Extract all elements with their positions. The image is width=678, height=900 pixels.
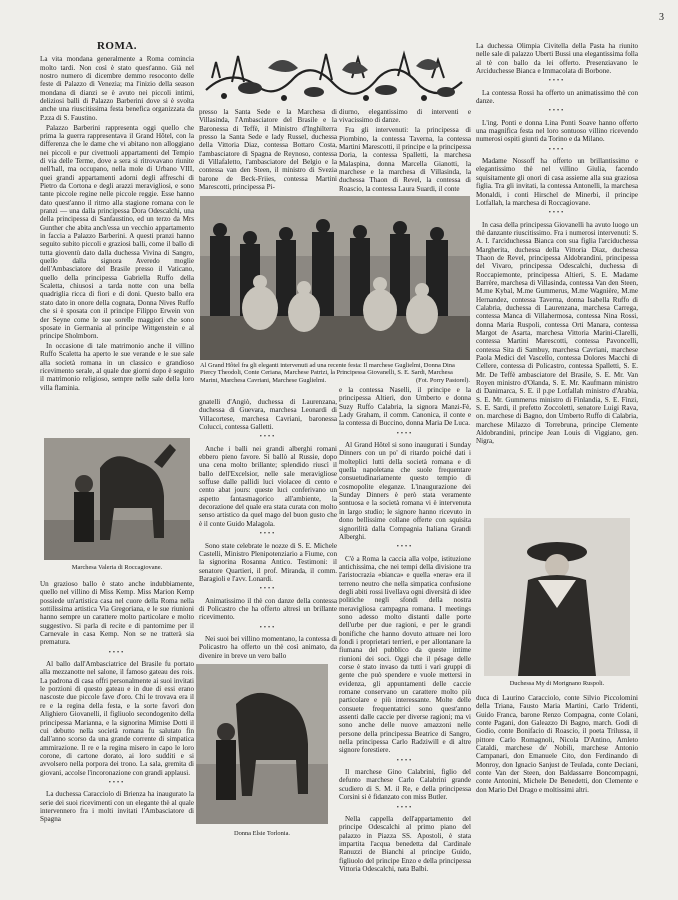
separator: ••••	[396, 430, 414, 437]
photo-caption: Donna Elsie Torlonia.	[233, 830, 291, 837]
photo-caption	[200, 362, 470, 384]
column-4-upper	[476, 42, 638, 514]
separator: ••••	[108, 649, 126, 656]
article-paragraph: La duchessa Caracciolo di Brienza ha inaugurato la serie dei suoi ricevimenti con un elegante thè al quale intervennero fra i molti invitati l'Ambasciatore di Spagna	[40, 790, 194, 824]
article-paragraph: Nei suoi bei villino momentano, la contessa di Policastro ha offerto un thè così animato, da divenire in breve un vero ballo	[199, 634, 337, 660]
article-paragraph: diurno, elegantissimo di interventi e vivacissimo di danze.	[339, 108, 471, 125]
decorative-banner	[202, 48, 466, 106]
article-paragraph: In casa della principessa Giovanelli ha avuto luogo un thè danzante riuscitissimo. Fra i numerosi intervenuti: S. A. I. l'arciduchessa Bianca con sua figlia l'arciduchessa Margherita, duchessa della Vittoria Diaz, duchessa Thaon de Revel, principessa Aldobrandini, principessa del Vivaro, principessa Odescalchi, duchessa di Roccapiemonte, principessa Altieri, S. E. Madame Barrère, marchesa di Villasinda, contessa Van den Steen, M.me Kybal, M.me Gummerus, M.me Wagnière, M.me Hernandez, contessa Taverna, donna Isabella Ruffo di Calabria, duchessa di Laurenzana, marchesa Carrega, contessa Manca di Villahermosa, contessa Nina Rossi, donna Maria Ruspoli, contessa Orti Manara, contessa Margot de Asarta, marchesa Vittoria Marini-Clarelli, contessa Martini Marescotti, contessa Pavoncelli, contessa Sita di Sambuy, marchesa Cavriani, marchese Paola Medici del Vascello, contessa Dolores Macchi di Cellere, contessa di Policastro, contessa Spalletti, S. E. Mr. De Teffè ambasciatore del Brasile, S. E. Mr. Van Royen ministro d'Olanda, S. E. Mr. Kaufmann ministro di Danimarca, S. E. il p.pe Lotfallah ministro d'Arabia, S. E. Mr. Gummerus ministro di Finlandia, S. E. Finzi, S. E. Sardi, il prefetto Zoccoletti, senatore Luigi Rava, on. marchese di Bagno, don Umberto Ruffo di Calabria, marchese Milazzo di Torrebruna, principe Clemente Aldobrandini, principe Jean Louis di Viggiano, gen. Nigra,	[476, 220, 638, 446]
article-paragraph: Palazzo Barberini rappresenta oggi quello che prima la guerra rappresentava il Grand Hôtel, con la differenza che le dame che vi abitano non alloggiano nei piccoli e pur civettuoli appartamenti del Tempio di via delle Terme, dove a sera si ritrovavano riunite nell'hall, ma occupano, nella mole di Urbano VIII, quei grandi appartamenti adorni degli affreschi di Pietro da Cortona e degli arazzi meravigliosi, e sono tante piccole regine nelle piccole reggie. Esse hanno dato quest'anno il ritmo alla stagione romana con le pranzi — una dalla principessa Dora Odescalchi, una della principessa di Sanfaustino, ed un terzo da Mrs Gunther che abita anch'essa un vecchio appartamento in faccia a Palazzo Barberini. A questi pranzi hanno seguito subito piccoli e graziosi balli, come il ballo di tutta gioventù dato dalla duchessa Vivina di Sangro, quello dalla signora Averedo moglie dell'Ambasciatore del Brasile presso il Vaticano, quello della principessa Gabriella Ruffo della Scaletta, chiusosi a tarda notte con una bella quadriglia ricca di fiori e di doni. Questo ballo era stato dato in onore della cognata, Donna Nives Ruffo che si è sposata con il principe Filippo Erwein von der Seyne come le sue sorelle maggiori che sono sposate in Germania al principe Wittgenstein e al principe Sholmborn.	[40, 123, 194, 341]
separator: ••••	[396, 804, 414, 811]
article-paragraph: Anche i balli nei grandi alberghi romani ebbero pieno favore. Sì ballò al Russie, dopo una cena molto brillante; splendido riuscì il ballo dell'Excelsior, nelle sale meravigliose soffuse dalle pallidi luci violacee di cento e cento abat jours: queste luci conferivano un aspetto fantasmagorico all'ambiente, la decorazione del quale era stata curata con molto senso artistico da quel mago del buon gusto che è il conte Guido Malagola.	[199, 444, 337, 528]
photo-image	[44, 438, 190, 560]
photo-image	[200, 196, 470, 360]
separator: ••••	[396, 757, 414, 764]
article-paragraph: La vita mondana generalmente a Roma comincia molto tardi. Non così è stato quest'anno. Già nel nostro numero di dicembre demmo resoconto delle feste di Palazzo di Venezia; ma l'inizio della season mondana di dianzi se è avuto nei piccoli intimi, deliziosi balli di Palazzo Barberini dove si è svolta anche una riuscitissima festa benefica organizzata da P.zza di S. Faustino.	[40, 55, 194, 122]
article-paragraph: Un grazioso ballo è stato anche indubbiamente, quello nel villino di Miss Kemp. Miss Marion Kemp possiede un'artistica casa nel cuore della Roma nella sottilissima artistica Via Gregoriana, e le sue riunioni hanno sempre un carattere molto particolare e molto suggestivo. Si parla di recite e di pantomime per il Carnevale in casa Kemp. Non se ne tratterà sia prematura.	[40, 580, 194, 647]
article-paragraph: L'ing. Ponti e donna Lina Ponti Soave hanno offerto una magnifica festa nel loro sontuoso villino ricevendo numerosi ospiti giunti da Torino e da Milano.	[476, 118, 638, 144]
article-paragraph: C'è a Roma la caccia alla volpe, istituzione antichissima, che nei tempi della divisione tra l'aristocrazia «bianca» e quella «nera» era il terreno neutro che nella simpatica confusione degli abiti rossi livellava ogni diversità di idee politiche negli sfondi della nostra meravigliosa campagna romana. I meetings sono adesso molto distanti dalle porte dell'urbe per due ragioni, e per le grandi bonifiche che hanno dovuto attuare nei loro fondi i proprietari terrieri, e per allontanare la fiumana del pubblico da queste intime riunioni dei soci. Oggi che il pésage delle corse è stato invaso da tutti i vari gruppi di gente che può spendere e vuole mettersi in evidenza, gli appuntamenti delle caccie romane conservano un carattere molto più particolare e più interessante. Molte delle consuete frequentatrici sono quest'anno assenti dalle caccie per diverse ragioni; ma vi sono anche delle nuove amazzoni nelle persone della principessa Beatrice di Sangro, nella principessa Carlo Radziwill e di altre signore forestiere.	[339, 554, 471, 755]
column-1-upper	[40, 42, 194, 434]
separator: ••••	[259, 624, 277, 631]
photo-elsie-torlonia	[196, 664, 328, 824]
photo-image	[484, 518, 630, 676]
column-2-upper	[199, 108, 337, 192]
article-paragraph: Nella cappella dell'appartamento del principe Odescalchi al primo piano del palazzo in Piazza SS. Apostoli, è stata impartita l'acqua benedetta dal Cardinale Ranuzzi de Bianchi al principe Guido, figliuolo del principe Enzo e della principessa Vittoria Odescalchi, nata Balbi.	[339, 814, 471, 873]
column-3-upper	[339, 108, 471, 192]
photo-duchessa-ruspoli	[484, 518, 630, 676]
article-paragraph: Fra gli intervenuti: la principessa di Piombino, la contessa Taverna, la contessa Martini Marescotti, il principe e la principessa Doria, la contessa Spalletti, la marchesa Malaspina, donna Marcella Gianotti, la marchese e la marchesa di Villasinda, la duchessa Thaon di Revel, la contessa di Roascio, la contessa Laura Suardi, il conte	[339, 126, 471, 192]
page-number: 3	[659, 12, 664, 23]
separator: ••••	[396, 544, 414, 551]
separator: ••••	[548, 78, 566, 85]
separator: ••••	[548, 108, 566, 115]
article-paragraph: Al Grand Hôtel si sono inaugurati i Sunday Dinners con un po' di ritardo poiché dati i molteplici lutti della società romana e di quella napoletana che suole frequentare consuetudinariamente questo tempio di cosmopolite eleganze. L'inaugurazione dei Sunday Dinners è però stata veramente sontuosa e la società romana vi è intervenuta in largo studio; le signore hanno ricevuto in dono bellissime collane offerte con squisita signorilità dalla Compagnia Italiana Grandi Alberghi.	[339, 441, 471, 541]
separator: ••••	[548, 146, 566, 153]
photo-credit: (Fot. Porry Pastorel).	[416, 376, 470, 384]
article-paragraph: In occasione di tale matrimonio anche il villino Ruffo Scaletta ha aperto le sue verande e le sue sale alla società romana in un classico e grandioso ricevimento serale, al quale due giorni dopo è seguito il matrimonio religioso, sempre nelle sale della loro villa flaminia.	[40, 342, 194, 392]
photo-grand-hotel-group	[200, 196, 470, 360]
article-paragraph: e la contessa Naselli, il principe e la principessa Altieri, don Umberto e donna Suzy Ruffo Calabria, la signora Manzi-Fè, Lady Graham, il comm. Canonica, il conte e la contessa di Buccino, donna Maria De Luca.	[339, 386, 471, 428]
separator: ••••	[259, 586, 277, 593]
article-paragraph: gnatelli d'Angiò, duchessa di Laurenzana, duchessa di Guevara, marchesa Leonardi di Villacortese, marchesa Cavriani, baronessa Colucci, contessa Galletti.	[199, 398, 337, 432]
article-paragraph: La duchessa Olimpia Civitella della Pasta ha riunito nelle sale di palazzo Uberti Bussi una elegantissima folla al tè con ballo da lei offerto. Presenziavano le Arciduchesse Bianca e Immacolata di Borbone.	[476, 42, 638, 76]
photo-marchesa-roccagiovane	[44, 438, 190, 560]
separator: ••••	[259, 434, 277, 441]
separator: ••••	[108, 779, 126, 786]
article-paragraph: La contessa Rossi ha offerto un animatissimo thè con danze.	[476, 88, 638, 106]
separator: ••••	[548, 210, 566, 217]
column-1-lower	[40, 580, 194, 892]
photo-caption: Duchessa My di Morignano Ruspoli.	[509, 680, 605, 687]
column-3-lower	[339, 386, 471, 892]
article-paragraph: Al ballo dall'Ambasciatrice del Brasile fu portato alla mezzanotte nel salone, il famoso gateau des rois. La padrona di casa offri personalmente ai suoi invitati le porzioni di questo gateau e in due di essi erano nascoste due piccole fave d'oro. Chi le trovava era il re e la regina della festa, e la sorte favorì don Alighiero Giovanelli, il figliuolo secondogenito della principessa Marianna, e la signorina Mimise Dotti il cui debutto nella società romana fu salutato fin dall'anno scorso da una grande corrente di simpatica ammirazione. Il re e la regina misero in capo le loro corone, di cartone dorato, ai loro sudditi e si avvolsero nella porpora dei trono. La sala, gremita di giovani, accolse l'incoronazione con grandi applausi.	[40, 660, 194, 777]
article-paragraph: duca di Laurino Caracciolo, conte Silvio Piccolomini della Triana, Fausto Maria Martini, Carlo Tridenti, Guido Franca, barone Renzo Compagna, conte Colani, conte Pagani, don Galeazzo Di Bagno, march. Godi di Godio, conte Bonifacio di Roascio, il poeta Trilussa, il pittore Carlo Romagnoli, Nicola D'Antino, Amleto Cataldi, marchese de' Nobili, marchese Antonio Campanari, don Emanuele Cito, don Ferdinando di Monroy, don Ignacio Sanjust de Teulada, conte Deciani, conte Van der Steen, don Baldassarre Boncompagni, conte Antonini, Michele De Benedetti, don Clemente e don Mario Del Drago e moltissimi altri.	[476, 694, 638, 794]
column-2-lower	[199, 398, 337, 660]
article-paragraph: Madame Nossoff ha offerto un brillantissimo e elegantissimo thè nel villino Giulia, facendo squisitamente gli onori di casa assieme alla sua graziosa figlia. Tra gli invitati, la contessa Antonelli, la marchesa Monaldi, i conti Hirschel de Minerbi, il principe Lotfallah, la marchesa di Roccagiovane.	[476, 157, 638, 207]
photo-caption: Marchesa Valeria di Roccagiovane.	[71, 564, 163, 571]
article-paragraph: presso la Santa Sede e la Marchesa di Villasinda, l'Ambasciatore del Brasile e la Baronessa di Teffè, il Ministro d'Inghilterra presso la Santa Sede e lady Russel, duchessa della Vittoria Diaz, contessa Bottaro Costa, l'ambasciatore di Spagna de Reynoso, contessa di Villafaletto, l'ambasciatore del Belgio e la contessa van den Steen, il ministro di Svezia barone de Beck-Friies, contessa Martini Marescotti, principessa Pi-	[199, 108, 337, 192]
column-4-lower	[476, 694, 638, 892]
article-paragraph: Animatissimo il thè con danze della contessa di Policastro che ha offerto altresì un brillante ricevimento.	[199, 596, 337, 622]
photo-caption-text: Al Grand Hôtel fra gli eleganti intervenuti ad una recente festa: Il marchese Guglielmi, Donna Dina Piercy Theodoli, Conte Ceriana, Marchese Patrizi, la Principessa Giovanelli, S. E. Sardi, Marchesa Marini, Marchesa Cavriani, Marchese Guglielmi.	[200, 362, 455, 384]
article-paragraph: Sono state celebrate le nozze di S. E. Michele Castelli, Ministro Plenipotenziario a Fiume, con la signorina Rosanna Antico. Testimoni: il senatore Quartieri, il prof. Miranda, il comm. Baragioli e l'avv. Lonardi.	[199, 541, 337, 583]
ornament-illustration	[202, 48, 466, 106]
section-title: ROMA.	[96, 42, 138, 52]
separator: ••••	[259, 531, 277, 538]
photo-image	[196, 664, 328, 824]
article-paragraph: Il marchese Gino Calabrini, figlio del defunto marchese Carlo Calabrini grande scudiero di S. M. il Re, e della principessa Corsini si è fidanzato con miss Butler.	[339, 768, 471, 802]
